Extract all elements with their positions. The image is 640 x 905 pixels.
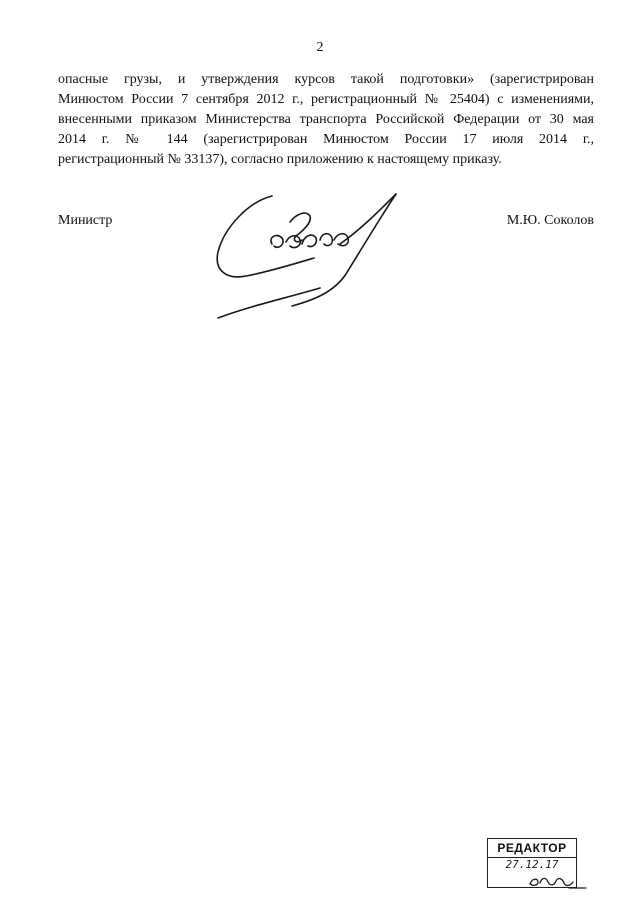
signature-stroke [290, 213, 310, 242]
page-number: 2 [316, 40, 324, 55]
signer-name: М.Ю. Соколов [506, 213, 594, 228]
signature-stroke [218, 288, 320, 318]
body-text [58, 70, 594, 170]
body-line: Минюстом России 7 сентября 2012 г., регистрационный № 25404) с изменениями, [58, 92, 594, 107]
initials-stroke [530, 878, 573, 885]
body-line: регистрационный № 33137), согласно приложению к настоящему приказу. [58, 152, 502, 167]
stamp-date: 27.12.17 [505, 858, 559, 871]
signer-title: Министр [58, 213, 113, 228]
signature-stroke [271, 234, 348, 248]
signature-stroke [217, 196, 314, 277]
editor-stamp [487, 838, 577, 888]
signature-stroke [340, 194, 396, 244]
body-line: внесенными приказом Министерства транспорта Российской Федерации от 30 мая [58, 112, 594, 127]
body-line: 2014 г. № 144 (зарегистрирован Минюстом России 17 июля 2014 г., [58, 132, 594, 147]
stamp-title: РЕДАКТОР [488, 839, 576, 858]
handwritten-signature [210, 188, 410, 323]
stamp-tick [568, 883, 588, 893]
body-line: опасные грузы, и утверждения курсов такой подготовки» (зарегистрирован [58, 72, 594, 87]
signature-stroke [292, 194, 396, 306]
